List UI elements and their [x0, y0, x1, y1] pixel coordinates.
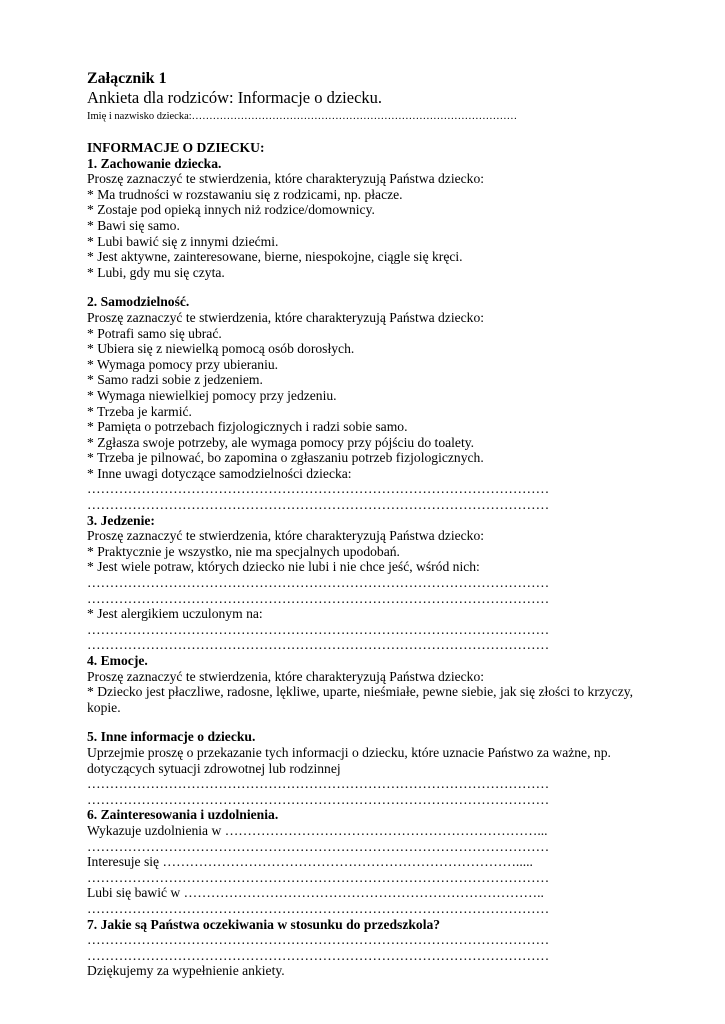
section-1-item: * Lubi bawić się z innymi dziećmi.: [87, 233, 279, 249]
answer-dotted-line[interactable]: …………………………………………………………………………………………: [87, 637, 550, 653]
section-2-title: 2. Samodzielność.: [87, 294, 190, 310]
answer-dotted-line[interactable]: …………………………………………………………………………………………: [87, 776, 550, 792]
intro-heading: INFORMACJE O DZIECKU:: [87, 140, 265, 155]
section-1-title: 1. Zachowanie dziecka.: [87, 155, 222, 171]
section-3-item: * Jest alergikiem uczulonym na:: [87, 606, 263, 622]
section-2-item: * Wymaga niewielkiej pomocy przy jedzeniu.: [87, 387, 337, 403]
section-2-item: * Inne uwagi dotyczące samodzielności dziecka:: [87, 465, 352, 481]
section-1-item: * Jest aktywne, zainteresowane, bierne, niespokojne, ciągle się kręci.: [87, 249, 463, 265]
answer-dotted-line[interactable]: …………………………………………………………………………………………: [87, 575, 550, 591]
section-2-prompt: Proszę zaznaczyć te stwierdzenia, które charakteryzują Państwa dziecko:: [87, 309, 485, 325]
section-4-title: 4. Emocje.: [87, 653, 148, 668]
answer-dotted-line[interactable]: …………………………………………………………………………………………: [87, 947, 550, 963]
section-1-item: * Bawi się samo.: [87, 217, 180, 233]
section-2-item: * Wymaga pomocy przy ubieraniu.: [87, 356, 279, 372]
answer-dotted-line[interactable]: …………………………………………………………………………………………: [87, 900, 550, 916]
interests-field[interactable]: Interesuje się …………………………………………………………………….....: [87, 854, 533, 870]
section-1-prompt: Proszę zaznaczyć te stwierdzenia, które charakteryzują Państwa dziecko:: [87, 171, 485, 187]
section-2-item: * Zgłasza swoje potrzeby, ale wymaga pomocy przy pójściu do toalety.: [87, 434, 475, 450]
attachment-label: Załącznik 1: [87, 70, 167, 87]
answer-dotted-line[interactable]: …………………………………………………………………………………………: [87, 621, 550, 637]
section-2-item: * Trzeba je pilnować, bo zapomina o zgłaszaniu potrzeb fizjologicznych.: [87, 450, 484, 466]
survey-page: [87, 70, 687, 979]
child-name-line: Imię i nazwisko dziecka:…………………………………………………………………………………: [87, 111, 518, 122]
section-2-item: * Samo radzi sobie z jedzeniem.: [87, 372, 263, 388]
section-2-item: * Ubiera się z niewielką pomocą osób dorosłych.: [87, 341, 355, 357]
section-3-item: * Praktycznie je wszystko, nie ma specjalnych upodobań.: [87, 543, 400, 559]
answer-dotted-line[interactable]: …………………………………………………………………………………………: [87, 497, 550, 513]
section-6-title: 6. Zainteresowania i uzdolnienia.: [87, 807, 279, 823]
answer-dotted-line[interactable]: …………………………………………………………………………………………: [87, 932, 550, 948]
talents-field[interactable]: Wykazuje uzdolnienia w ……………………………………………………………...: [87, 822, 548, 838]
section-4-item: * Dziecko jest płaczliwe, radosne, lękliwe, uparte, nieśmiałe, pewne siebie, jak się złości to krzyczy, kopie.: [87, 684, 634, 715]
answer-dotted-line[interactable]: …………………………………………………………………………………………: [87, 791, 550, 807]
answer-dotted-line[interactable]: …………………………………………………………………………………………: [87, 481, 550, 497]
section-1-item: * Ma trudności w rozstawaniu się z rodzicami, np. płacze.: [87, 186, 403, 202]
survey-title: Ankieta dla rodziców: Informacje o dziecku.: [87, 88, 383, 107]
section-4-prompt: Proszę zaznaczyć te stwierdzenia, które charakteryzują Państwa dziecko:: [87, 668, 485, 684]
section-2-item: * Pamięta o potrzebach fizjologicznych i radzi sobie samo.: [87, 419, 408, 435]
section-5-title: 5. Inne informacje o dziecku.: [87, 729, 256, 745]
section-1-item: * Zostaje pod opieką innych niż rodzice/domownicy.: [87, 202, 375, 218]
section-3-title: 3. Jedzenie:: [87, 512, 155, 528]
section-1-item: * Lubi, gdy mu się czyta.: [87, 264, 225, 280]
section-7-title: 7. Jakie są Państwa oczekiwania w stosunku do przedszkola?: [87, 916, 441, 932]
play-field[interactable]: Lubi się bawić w ……………………………………………………………………..: [87, 885, 544, 901]
section-2-item: * Potrafi samo się ubrać.: [87, 325, 222, 341]
section-5-text: Uprzejmie proszę o przekazanie tych informacji o dziecku, które uznacie Państwo za ważne, np. dotyczących sytuacji zdrowotnej lub rodzinnej: [87, 744, 611, 776]
section-3-prompt: Proszę zaznaczyć te stwierdzenia, które charakteryzują Państwa dziecko:: [87, 528, 485, 544]
answer-dotted-line[interactable]: …………………………………………………………………………………………: [87, 838, 550, 854]
answer-dotted-line[interactable]: …………………………………………………………………………………………: [87, 869, 550, 885]
section-2-item: * Trzeba je karmić.: [87, 403, 192, 419]
answer-dotted-line[interactable]: …………………………………………………………………………………………: [87, 590, 550, 606]
section-3-item: * Jest wiele potraw, których dziecko nie lubi i nie chce jeść, wśród nich:: [87, 559, 480, 575]
thank-you-note: Dziękujemy za wypełnienie ankiety.: [87, 963, 285, 979]
